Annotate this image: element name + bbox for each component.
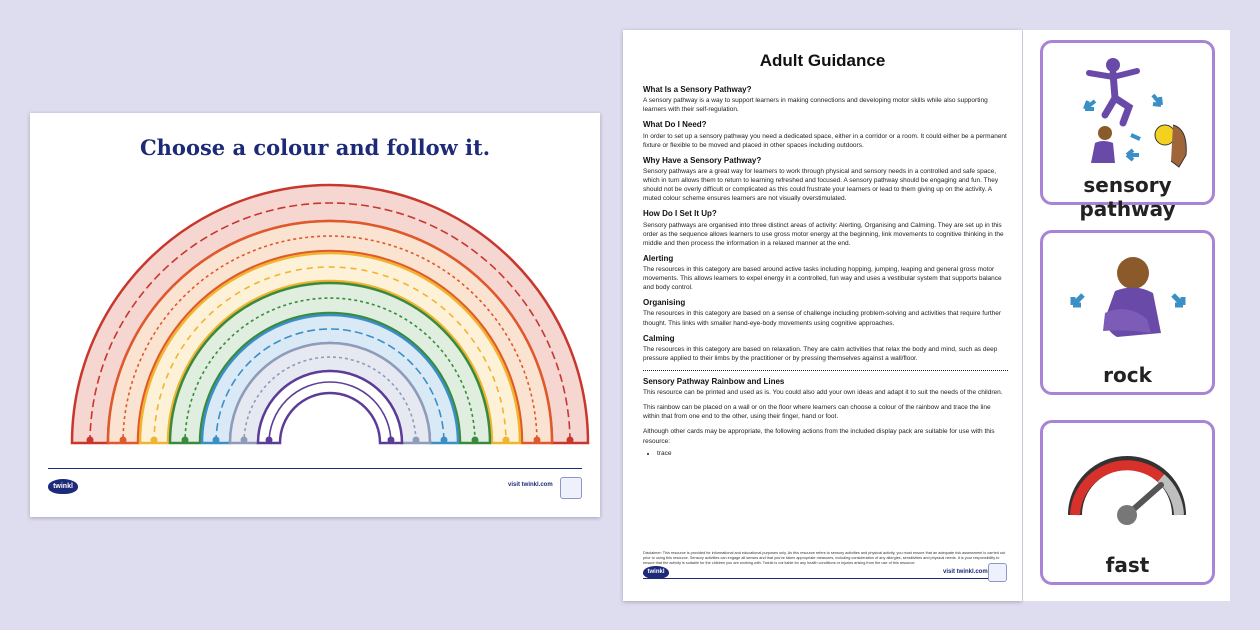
- trace-start-dot: [388, 437, 395, 444]
- trace-start-dot: [534, 437, 541, 444]
- trace-start-dot: [472, 437, 479, 444]
- picture-cards-strip: [1023, 30, 1230, 601]
- section-heading: Calming: [643, 333, 675, 343]
- section-text: The resources in this category are based around active tasks including hopping, jumping, leaping and general gross motor movements. This allows learners to expel energy in a controlled, fun way and uses a vestibular system that supports balance and body control.: [643, 265, 1002, 292]
- quality-badge-icon: [988, 563, 1007, 582]
- section-text: A sensory pathway is a way to support learners in making connections and developing motor skills while also supporting learners with their self-regulation.: [643, 97, 988, 114]
- footer-url: visit twinkl.com: [943, 569, 988, 575]
- trace-start-dot: [151, 437, 158, 444]
- section-heading: Sensory Pathway Rainbow and Lines: [643, 377, 785, 386]
- section-text: In order to set up a sensory pathway you need a dedicated space, either in a corridor or a room. It could either be a permanent fixture or flexible to be moved and placed in other spaces including outdoors.: [643, 132, 1007, 149]
- rainbow-illustration: [30, 113, 600, 517]
- section-text: This resource can be printed and used as is. You could also add your own ideas and adapt it to suit the needs of the children.: [643, 389, 1003, 397]
- section-heading: Alerting: [643, 253, 674, 263]
- card-fast: [1040, 420, 1215, 585]
- guidance-title: Adult Guidance: [759, 51, 886, 70]
- section-text: The resources in this category are based on relaxation. They are calm activities that relax the body and mind, such as deep pressure applied to their limbs by the practitioner or by pressing themselves against a wall/floor.: [643, 345, 998, 362]
- trace-start-dot: [213, 437, 220, 444]
- sensory-pathway-icon: [1043, 43, 1212, 173]
- list-item: • trace: [657, 449, 1008, 458]
- rocking-child-icon: [1043, 233, 1212, 363]
- section-heading: Why Have a Sensory Pathway?: [643, 155, 762, 165]
- disclaimer-text: Disclaimer: This resource is provided for informational and educational purposes only. As this resource refers to sensory activities and physical activity, you must ensure that an adequate risk assessment is carried out prior to using this resource. Sensory activities can engage all senses and that you've taken appropriate measures, including consideration of any allergies, sensitivities and physical needs. It is your responsibility to ensure that the activity is suitable for the children you are working with. Twinkl is not liable for any health conditions or injuries arising from the use of this resource.: [643, 551, 1006, 565]
- trace-start-dot: [266, 437, 273, 444]
- section-text: Although other cards may be appropriate, the following actions from the included display pack are suitable for use with this resource:: [643, 428, 995, 445]
- trace-start-dot: [503, 437, 510, 444]
- section-heading: What Is a Sensory Pathway?: [643, 85, 752, 94]
- section-heading: How Do I Set It Up?: [643, 209, 717, 219]
- footer-divider: [48, 468, 582, 469]
- guidance-body: [643, 79, 1008, 458]
- speedometer-icon: [1043, 423, 1212, 553]
- card-label: rock: [1103, 363, 1152, 387]
- action-list: [643, 449, 1008, 458]
- trace-start-dot: [441, 437, 448, 444]
- footer-url: visit twinkl.com: [508, 482, 553, 488]
- footer-divider: [643, 578, 1007, 579]
- section-text: Sensory pathways are organised into three distinct areas of activity: Alerting, Organising and Calming. They are set up in this order as the sequence allows learners to use gross motor energy at the beginning, link movements to cognitive thinking in the middle and then process the information in a relaxed manner at the end.: [643, 221, 1004, 247]
- quality-badge-icon: [560, 477, 582, 499]
- card-label: fast: [1105, 553, 1150, 577]
- section-text: This rainbow can be placed on a wall or on the floor where learners can choose a colour of the rainbow and trace the line within that from one end to the other, using their finger, hand or foot.: [643, 404, 991, 421]
- rainbow-worksheet: [30, 113, 600, 517]
- twinkl-logo: twinkl: [643, 566, 669, 579]
- trace-start-dot: [182, 437, 189, 444]
- section-text: Sensory pathways are a great way for learners to work through physical and sensory needs in a controlled and safe space, which in turn allows them to return to learning refreshed and focused. A sensory pathway should be engaging and fun. They should not be overly difficult or complicated as this could frustrate your learners or lead to them giving up on the activity. A muted colour scheme ensures learners are not visually overstimulated.: [643, 167, 999, 203]
- twinkl-logo: twinkl: [48, 479, 78, 494]
- trace-start-dot: [413, 437, 420, 444]
- section-heading: Organising: [643, 298, 686, 308]
- card-rock: [1040, 230, 1215, 395]
- worksheet-title: Choose a colour and follow it.: [139, 135, 491, 160]
- trace-start-dot: [87, 437, 94, 444]
- card-label: sensory pathway: [1079, 173, 1176, 221]
- trace-start-dot: [241, 437, 248, 444]
- card-sensory-pathway: [1040, 40, 1215, 221]
- section-text: The resources in this category are based on a sense of challenge including problem-solving and activities that require further thought. This links with smaller hand-eye-body movements using cognitive approaches.: [643, 310, 1002, 327]
- adult-guidance-sheet: [623, 30, 1022, 601]
- trace-start-dot: [120, 437, 127, 444]
- trace-start-dot: [567, 437, 574, 444]
- section-heading: What Do I Need?: [643, 120, 707, 130]
- dotted-divider: [643, 370, 1008, 371]
